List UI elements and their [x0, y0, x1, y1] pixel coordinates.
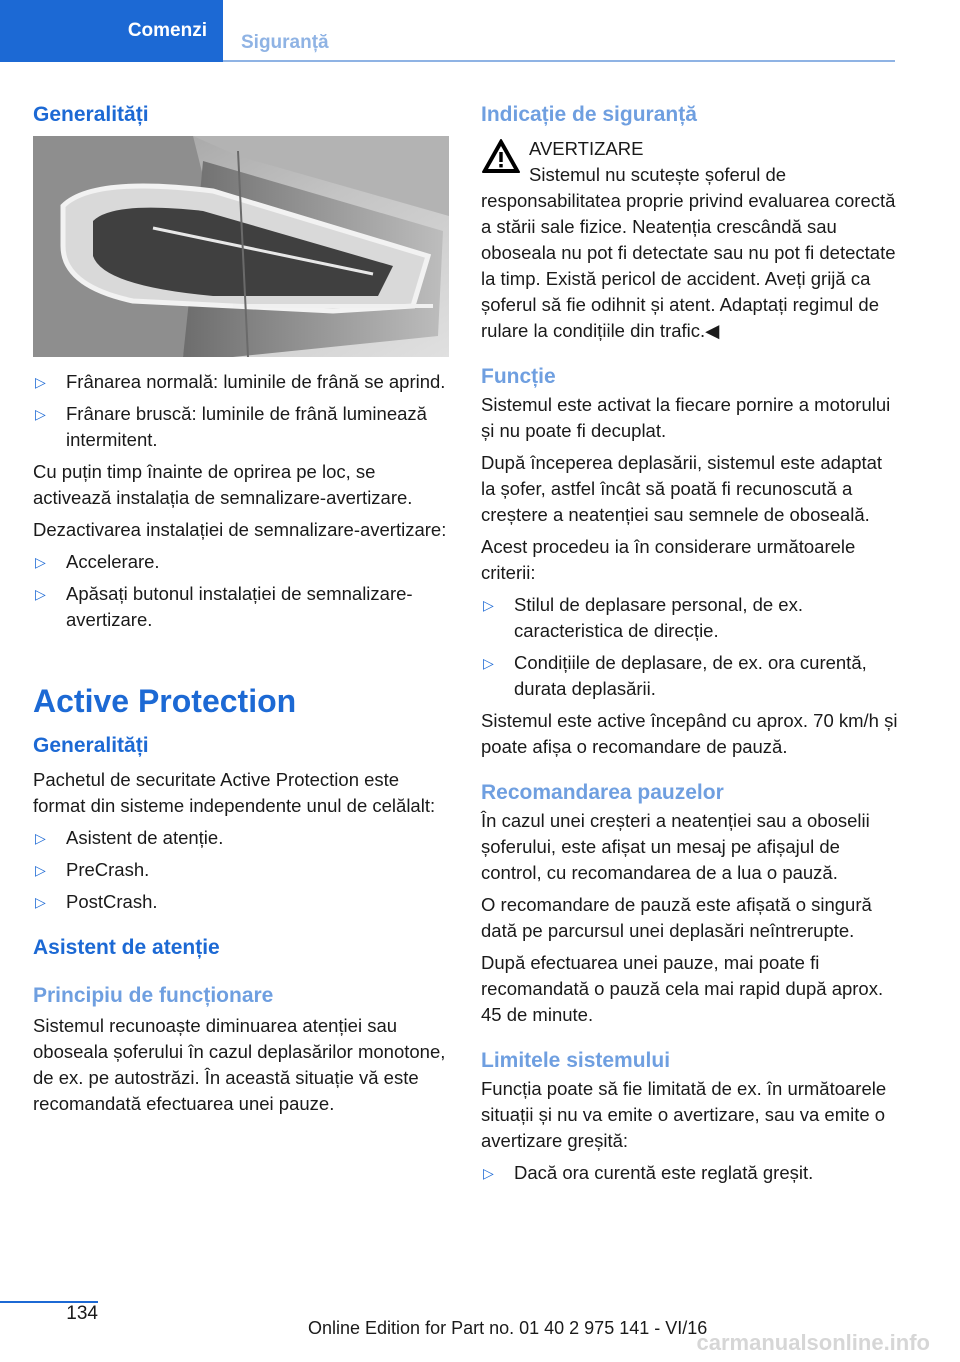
paragraph-function-2: După începerea deplasării, sistemul este adaptat la șofer, astfel încât să poată fi recunoscută a creștere a neatenției sau semnele de oboseală. — [481, 452, 883, 525]
package-list — [33, 825, 451, 915]
paragraph-active-from: Sistemul este active începând cu aprox. 70 km/h și poate afișa o recomandare de pauză. — [481, 710, 898, 757]
criteria-list — [481, 592, 899, 702]
tab-comenzi[interactable]: Comenzi — [0, 0, 223, 62]
tab-siguranta[interactable]: Siguranță — [241, 32, 329, 53]
paragraph-hazard-on: Cu puțin timp înainte de oprirea pe loc, se activează instalația de semnalizare-avertizare. — [33, 461, 413, 508]
triangle-bullet-icon: ▷ — [483, 1165, 494, 1181]
list-item: ▷ Apăsați butonul instalației de semnalizare-avertizare. — [35, 583, 413, 630]
heading-pause-recommendation: Recomandarea pauzelor — [481, 781, 724, 804]
paragraph-limits: Funcția poate să fie limitată de ex. în următoarele situații și nu va emite o avertizare, sau va emite o avertizare greșită: — [481, 1078, 887, 1151]
warning-text: Sistemul nu scutește șoferul de responsabilitatea proprie privind evaluarea corectă a stării sale fizice. Neatenția crescândă sau oboseala nu pot fi detectate sau nu pot fi detectate la timp. Există pericol de accident. Aveți grijă ca șoferul să fie odihnit și atent. Adaptați regimul de rulare la condițiile din trafic.◀ — [481, 164, 896, 341]
triangle-bullet-icon: ▷ — [35, 862, 46, 878]
paragraph-principle: Sistemul recunoaște diminuarea atenției sau oboseala șoferului în cazul deplasărilor monotone, de ex. pe autostrăzi. În această situație vă este recomandată efectuarea unei pauze. — [33, 1015, 446, 1114]
left-column — [33, 100, 451, 1123]
triangle-bullet-icon: ▷ — [35, 586, 46, 602]
header-rule — [223, 60, 895, 62]
heading-operating-principle: Principiu de funcționare — [33, 984, 274, 1007]
paragraph-pause-2: O recomandare de pauză este afișată o singură dată pe parcursul unei deplasări neîntrerupte. — [481, 894, 872, 941]
paragraph-pause-1: În cazul unei creșteri a neatenției sau a oboselii șoferului, este afișat un mesaj pe afișajul de control, cu recomandarea de a lua o pauză. — [481, 810, 870, 883]
triangle-bullet-icon: ▷ — [35, 374, 46, 390]
triangle-bullet-icon: ▷ — [35, 830, 46, 846]
brake-light-list — [33, 369, 451, 453]
right-column — [481, 100, 899, 1192]
triangle-bullet-icon: ▷ — [483, 597, 494, 613]
paragraph-function-1: Sistemul este activat la fiecare pornire a motorului și nu poate fi decuplat. — [481, 394, 891, 441]
heading-generalitati-2: Generalități — [33, 734, 149, 757]
paragraph-package: Pachetul de securitate Active Protection este format din sisteme independente unul de celălalt: — [33, 769, 436, 816]
edition-line: Online Edition for Part no. 01 40 2 975 141 - VI/16 — [308, 1318, 708, 1338]
list-item: ▷ PreCrash. — [33, 857, 451, 883]
list-item: ▷ Condițiile de deplasare, de ex. ora curentă, durata deplasării. — [483, 652, 867, 699]
warning-title: AVERTIZARE — [529, 138, 644, 159]
heading-active-protection: Active Protection — [33, 683, 297, 719]
heading-generalitati: Generalități — [33, 103, 149, 126]
deactivation-list — [33, 549, 451, 633]
triangle-bullet-icon: ▷ — [35, 406, 46, 422]
warning-block — [481, 136, 899, 162]
heading-function: Funcție — [481, 365, 556, 388]
triangle-bullet-icon: ▷ — [483, 655, 494, 671]
heading-system-limits: Limitele sistemului — [481, 1049, 671, 1072]
page-number: 134 — [66, 1303, 98, 1324]
list-item: ▷ Frânare bruscă: luminile de frână luminează intermitent. — [35, 403, 427, 450]
triangle-bullet-icon: ▷ — [35, 554, 46, 570]
list-item: ▷ Accelerare. — [33, 549, 451, 575]
brake-light-photo — [33, 136, 449, 357]
paragraph-hazard-off: Dezactivarea instalației de semnalizare-avertizare: — [33, 519, 447, 540]
list-item: ▷ Frânarea normală: luminile de frână se aprind. — [33, 369, 451, 395]
triangle-bullet-icon: ▷ — [35, 894, 46, 910]
list-item: ▷ PostCrash. — [33, 889, 451, 915]
list-item: ▷ Stilul de deplasare personal, de ex. caracteristica de direcție. — [483, 594, 803, 641]
heading-attention-assistant: Asistent de atenție — [33, 936, 220, 959]
watermark: carmanualsonline.info — [696, 1330, 930, 1355]
list-item: ▷ Asistent de atenție. — [33, 825, 451, 851]
paragraph-criteria: Acest procedeu ia în considerare următoarele criterii: — [481, 536, 856, 583]
warning-triangle-icon — [481, 138, 521, 174]
list-item: ▷ Dacă ora curentă este reglată greșit. — [481, 1160, 899, 1186]
paragraph-pause-3: După efectuarea unei pauze, mai poate fi recomandată o pauză cela mai rapid după aprox. 45 de minute. — [481, 952, 884, 1025]
limits-list — [481, 1160, 899, 1186]
heading-safety-note: Indicație de siguranță — [481, 103, 697, 126]
chapter-header — [0, 0, 895, 62]
